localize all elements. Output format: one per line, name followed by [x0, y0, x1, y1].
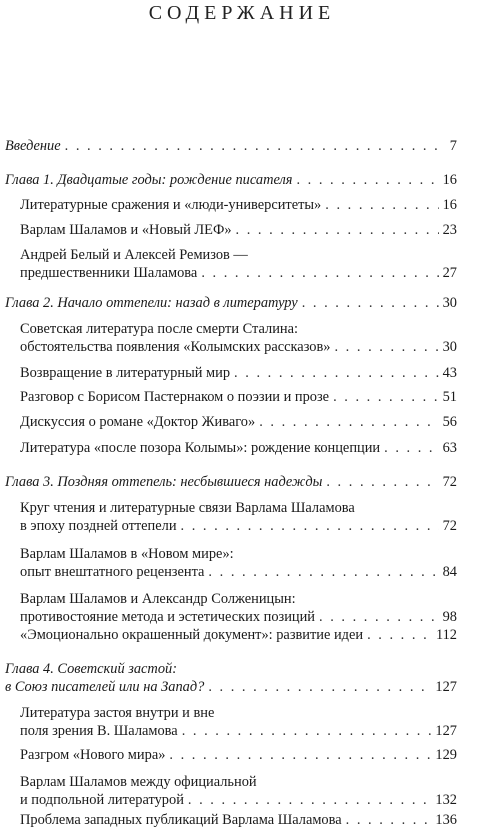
dot-leader: [208, 678, 431, 696]
toc-entry-page: 43: [442, 365, 457, 381]
toc-entry-title: в эпоху поздней оттепели: [20, 518, 177, 534]
toc-entry[interactable]: [20, 364, 457, 382]
toc-entry-page: 51: [442, 389, 457, 405]
dot-leader: [319, 608, 439, 626]
toc-entry-page: 30: [442, 339, 457, 355]
toc-chapter-4[interactable]: [5, 660, 457, 696]
toc-entry[interactable]: [20, 499, 457, 535]
toc-entry-title: в Союз писателей или на Запад?: [5, 679, 205, 695]
toc-entry-page: 127: [435, 679, 457, 695]
dot-leader: [181, 517, 439, 535]
toc-entry-page: 56: [442, 414, 457, 430]
toc-entry-line: Круг чтения и литературные связи Варлама Шаламова: [20, 500, 355, 516]
toc-entry-title: Литература «после позора Колымы»: рождение концепции: [20, 440, 381, 456]
toc-entry-title: Проблема западных публикаций Варлама Шаламова: [20, 812, 342, 828]
dot-leader: [259, 413, 438, 431]
toc-entry-line: Советская литература после смерти Сталина:: [20, 321, 299, 337]
toc-entry-line: Андрей Белый и Алексей Ремизов —: [20, 247, 248, 263]
toc-entry[interactable]: [20, 221, 457, 239]
toc-entry[interactable]: [20, 811, 457, 829]
toc-entry-title: Глава 3. Поздняя оттепель: несбывшиеся надежды: [5, 474, 323, 490]
toc-entry[interactable]: [20, 439, 457, 457]
dot-leader: [188, 791, 432, 809]
toc-entry-title: и подпольной литературой: [20, 792, 184, 808]
dot-leader: [234, 364, 439, 382]
toc-entry-title: «Эмоционально окрашенный документ»: развитие идеи: [20, 627, 364, 643]
toc-entry-page: 112: [435, 627, 457, 643]
toc-entry-page: 132: [435, 792, 457, 808]
toc-entry[interactable]: [20, 704, 457, 740]
toc-entry[interactable]: [20, 590, 457, 626]
dot-leader: [182, 722, 432, 740]
toc-entry-page: 129: [435, 747, 457, 763]
dot-leader: [302, 294, 439, 312]
toc-entry-page: 72: [442, 518, 457, 534]
toc-entry-title: Разгром «Нового мира»: [20, 747, 166, 763]
toc-entry-line: Варлам Шаламов в «Новом мире»:: [20, 546, 234, 562]
toc-entry-title: противостояние метода и эстетических позиций: [20, 609, 316, 625]
toc-entry[interactable]: [20, 196, 457, 214]
dot-leader: [325, 196, 438, 214]
toc-entry-page: 98: [442, 609, 457, 625]
toc-entry[interactable]: [20, 626, 457, 644]
toc-entry-title: Разговор с Борисом Пастернаком о поэзии и прозе: [20, 389, 330, 405]
toc-entry-title: Литературные сражения и «люди-университеты»: [20, 197, 322, 213]
toc-entry[interactable]: [20, 388, 457, 406]
toc-entry-page: 136: [435, 812, 457, 828]
toc-entry[interactable]: [20, 246, 457, 282]
dot-leader: [367, 626, 432, 644]
toc-entry-page: 84: [442, 564, 457, 580]
dot-leader: [65, 137, 446, 155]
toc-entry-title: Варлам Шаламов и «Новый ЛЕФ»: [20, 222, 232, 238]
toc-entry-title: Возвращение в литературный мир: [20, 365, 231, 381]
toc-entry-title: поля зрения В. Шаламова: [20, 723, 178, 739]
toc-chapter-1[interactable]: [5, 171, 457, 189]
toc-chapter-3[interactable]: [5, 473, 457, 491]
dot-leader: [346, 811, 432, 829]
toc-entry[interactable]: [20, 413, 457, 431]
dot-leader: [333, 388, 439, 406]
dot-leader: [169, 746, 431, 764]
dot-leader: [236, 221, 439, 239]
dot-leader: [296, 171, 438, 189]
toc-entry[interactable]: [20, 773, 457, 809]
toc-entry-page: 16: [442, 172, 457, 188]
dot-leader: [326, 473, 438, 491]
toc-entry-line: Варлам Шаламов между официальной: [20, 774, 257, 790]
toc-entry-page: 16: [442, 197, 457, 213]
toc-entry-line: Глава 4. Советский застой:: [5, 661, 178, 677]
toc-entry-title: опыт внештатного рецензента: [20, 564, 205, 580]
toc-entry-title: Введение: [5, 138, 61, 154]
page-title: СОДЕРЖАНИЕ: [148, 2, 336, 24]
toc-entry-line: Литература застоя внутри и вне: [20, 705, 215, 721]
toc-entry-page: 30: [442, 295, 457, 311]
toc-entry[interactable]: [20, 320, 457, 356]
toc-entry-page: 27: [442, 265, 457, 281]
toc-entry-line: Варлам Шаламов и Александр Солженицын:: [20, 591, 296, 607]
toc-entry-title: Глава 2. Начало оттепели: назад в литературу: [5, 295, 298, 311]
toc-chapter-2[interactable]: [5, 294, 457, 312]
toc-entry[interactable]: [20, 545, 457, 581]
toc-entry-page: 63: [442, 440, 457, 456]
toc-entry-title: обстоятельства появления «Колымских рассказов»: [20, 339, 331, 355]
toc-entry-intro[interactable]: [5, 137, 457, 155]
toc-entry-title: Глава 1. Двадцатые годы: рождение писателя: [5, 172, 293, 188]
toc-entry-page: 23: [442, 222, 457, 238]
toc-entry-page: 127: [435, 723, 457, 739]
toc-entry-title: Дискуссия о романе «Доктор Живаго»: [20, 414, 256, 430]
toc-entry-page: 7: [449, 138, 457, 154]
toc-entry-page: 72: [442, 474, 457, 490]
dot-leader: [384, 439, 438, 457]
dot-leader: [334, 338, 438, 356]
dot-leader: [201, 264, 438, 282]
dot-leader: [208, 563, 438, 581]
toc-entry-title: предшественники Шаламова: [20, 265, 198, 281]
toc-entry[interactable]: [20, 746, 457, 764]
